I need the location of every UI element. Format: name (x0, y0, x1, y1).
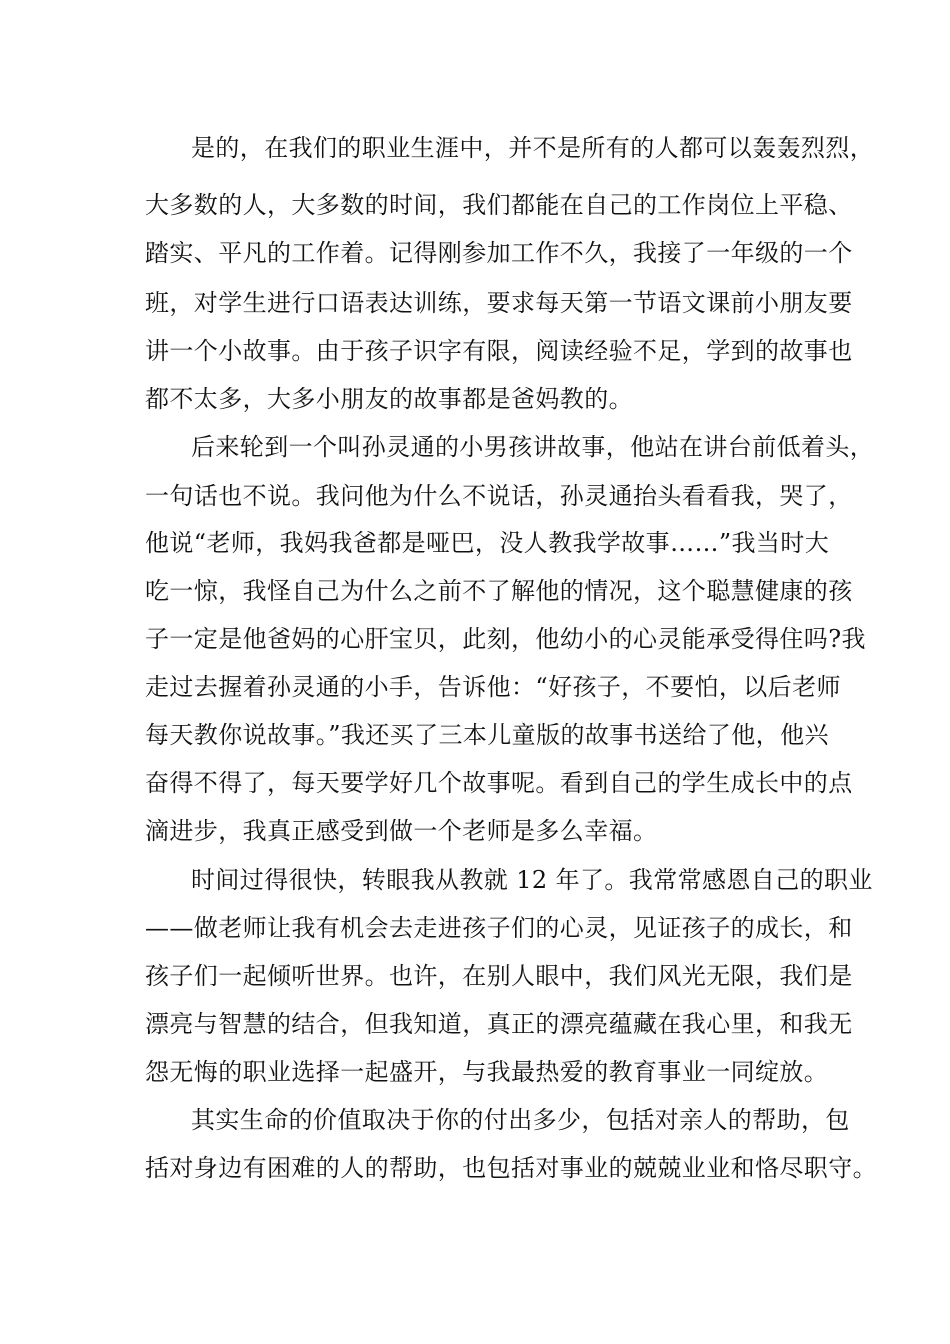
paragraph-3-line-1: 时间过得很快，转眼我从教就 12 年了。我常常感恩自己的职业 (191, 866, 873, 894)
paragraph-3-line-4: 漂亮与智慧的结合，但我知道，真正的漂亮蕴藏在我心里，和我无 (145, 1010, 853, 1038)
paragraph-2-line-9: 滴进步，我真正感受到做一个老师是多么幸福。 (145, 817, 658, 845)
paragraph-1-line-4: 班，对学生进行口语表达训练，要求每天第一节语文课前小朋友要 (145, 289, 853, 317)
paragraph-4-line-2: 括对身边有困难的人的帮助，也包括对事业的兢兢业业和恪尽职守。 (145, 1154, 877, 1182)
paragraph-2-line-7: 每天教你说故事。”我还买了三本儿童版的故事书送给了他，他兴 (145, 721, 829, 749)
paragraph-2-line-4: 吃一惊，我怪自己为什么之前不了解他的情况，这个聪慧健康的孩 (145, 577, 853, 605)
paragraph-1-line-3: 踏实、平凡的工作着。记得刚参加工作不久，我接了一年级的一个 (145, 239, 853, 267)
paragraph-1-line-5: 讲一个小故事。由于孩子识字有限，阅读经验不足，学到的故事也 (145, 337, 853, 365)
paragraph-3-line-5: 怨无悔的职业选择一起盛开，与我最热爱的教育事业一同绽放。 (145, 1058, 829, 1086)
paragraph-2-line-8: 奋得不得了，每天要学好几个故事呢。看到自己的学生成长中的点 (145, 769, 853, 797)
paragraph-2-line-5: 子一定是他爸妈的心肝宝贝，此刻，他幼小的心灵能承受得住吗?我 (145, 625, 866, 653)
paragraph-3-line-2: ——做老师让我有机会去走进孩子们的心灵，见证孩子的成长，和 (145, 914, 853, 942)
paragraph-1-line-1: 是的，在我们的职业生涯中，并不是所有的人都可以轰轰烈烈， (191, 134, 875, 162)
paragraph-2-line-2: 一句话也不说。我问他为什么不说话，孙灵通抬头看看我，哭了， (145, 482, 853, 510)
paragraph-4-line-1: 其实生命的价值取决于你的付出多少，包括对亲人的帮助，包 (191, 1106, 850, 1134)
paragraph-2-line-6: 走过去握着孙灵通的小手，告诉他：“好孩子，不要怕，以后老师 (145, 673, 841, 701)
paragraph-2-line-3: 他说“老师，我妈我爸都是哑巴，没人教我学故事……”我当时大 (145, 529, 830, 557)
paragraph-1-line-6: 都不太多，大多小朋友的故事都是爸妈教的。 (145, 385, 633, 413)
paragraph-3-line-3: 孩子们一起倾听世界。也许，在别人眼中，我们风光无限，我们是 (145, 962, 853, 990)
paragraph-1-line-2: 大多数的人，大多数的时间，我们都能在自己的工作岗位上平稳、 (145, 191, 853, 219)
paragraph-2-line-1: 后来轮到一个叫孙灵通的小男孩讲故事，他站在讲台前低着头， (191, 433, 875, 461)
